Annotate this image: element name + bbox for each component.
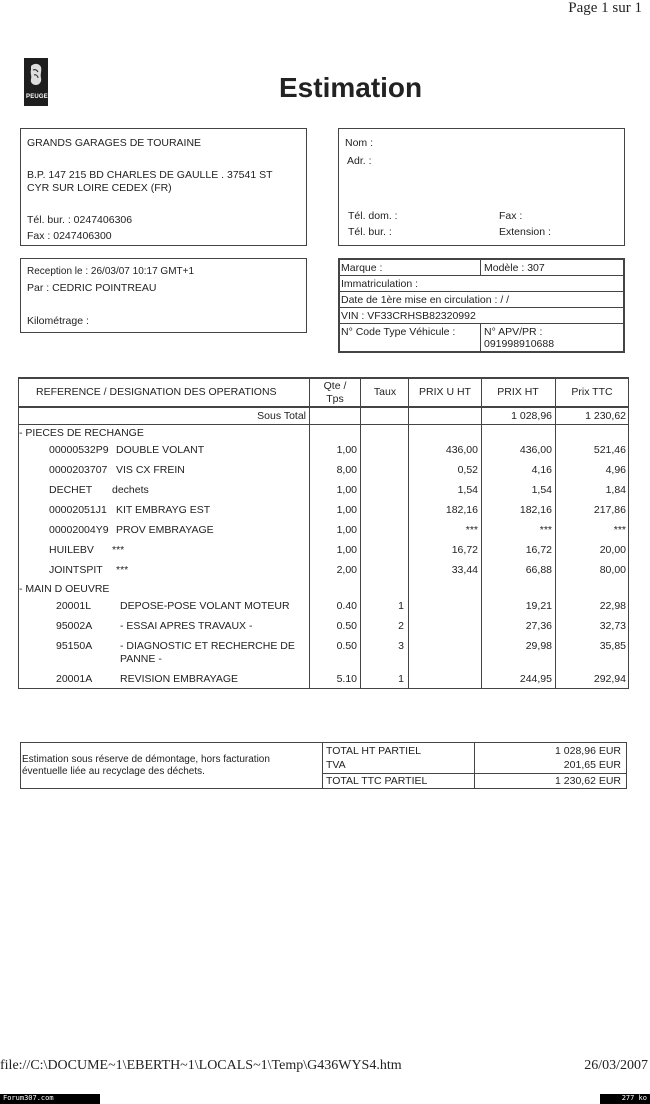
reception-date: Reception le : 26/03/07 10:17 GMT+1 bbox=[27, 266, 195, 277]
labor-desc: REVISION EMBRAYAGE bbox=[120, 673, 239, 685]
labor-ttc: 35,85 bbox=[599, 640, 626, 652]
labor-ref: 95150A bbox=[56, 640, 93, 652]
part-pu: 33,44 bbox=[451, 564, 478, 576]
part-qte: 1,00 bbox=[336, 524, 357, 536]
col-header-ttc: Prix TTC bbox=[571, 386, 613, 398]
tva-label: TVA bbox=[326, 759, 346, 771]
labor-ttc: 292,94 bbox=[593, 673, 626, 685]
col-header-ht: PRIX HT bbox=[497, 386, 539, 398]
part-pu: 16,72 bbox=[451, 544, 478, 556]
totals-note: Estimation sous réserve de démontage, hors facturation éventuelle liée au recyclage des déchets. bbox=[22, 754, 270, 777]
part-desc: *** bbox=[116, 564, 129, 576]
part-qte: 1,00 bbox=[336, 544, 357, 556]
labor-taux: 1 bbox=[398, 673, 404, 685]
client-fax: Fax : bbox=[499, 210, 523, 222]
vehicle-modele: Modèle : 307 bbox=[484, 262, 545, 274]
labor-ttc: 32,73 bbox=[599, 620, 626, 632]
part-qte: 8,00 bbox=[336, 464, 357, 476]
client-tel-bur: Tél. bur. : bbox=[348, 226, 392, 238]
part-pu: 0,52 bbox=[457, 464, 478, 476]
part-desc: dechets bbox=[112, 484, 149, 496]
vehicle-immat: Immatriculation : bbox=[341, 278, 419, 290]
part-ttc: *** bbox=[613, 524, 626, 536]
garage-box bbox=[20, 128, 307, 246]
part-qte: 1,00 bbox=[336, 504, 357, 516]
part-ht: 436,00 bbox=[519, 444, 552, 456]
part-ref: JOINTSPIT bbox=[49, 564, 103, 576]
part-ref: DECHET bbox=[49, 484, 93, 496]
labor-ttc: 22,98 bbox=[599, 600, 626, 612]
labor-tps: 0.50 bbox=[336, 620, 357, 632]
col-header-qte: Qte / bbox=[323, 380, 347, 392]
col-header-designation: REFERENCE / DESIGNATION DES OPERATIONS bbox=[36, 386, 277, 398]
part-pu: 436,00 bbox=[445, 444, 478, 456]
part-ht: 16,72 bbox=[525, 544, 552, 556]
labor-desc: - DIAGNOSTIC ET RECHERCHE DE PANNE - bbox=[120, 640, 295, 665]
vehicle-code-type: N° Code Type Véhicule : bbox=[341, 326, 456, 338]
garage-fax: Fax : 0247406300 bbox=[27, 230, 112, 242]
labor-ref: 20001L bbox=[56, 600, 92, 612]
print-date: 26/03/2007 bbox=[584, 1058, 648, 1073]
vehicle-vin: VIN : VF33CRHSB82320992 bbox=[341, 310, 476, 322]
client-tel-dom: Tél. dom. : bbox=[348, 210, 398, 222]
part-pu: 182,16 bbox=[445, 504, 478, 516]
section-labor: - MAIN D OEUVRE bbox=[19, 583, 110, 595]
labor-tps: 0.40 bbox=[336, 600, 357, 612]
subtotal-ttc: 1 230,62 bbox=[585, 410, 626, 422]
part-ttc: 80,00 bbox=[599, 564, 626, 576]
vehicle-date-circ: Date de 1ère mise en circulation : / / bbox=[341, 294, 510, 306]
total-ht-value: 1 028,96 EUR bbox=[555, 745, 621, 757]
labor-taux: 2 bbox=[398, 620, 404, 632]
part-ttc: 217,86 bbox=[593, 504, 626, 516]
watermark-size: 277 ko bbox=[621, 1094, 647, 1102]
labor-ht: 27,36 bbox=[525, 620, 552, 632]
total-ttc-label: TOTAL TTC PARTIEL bbox=[326, 775, 428, 787]
part-ht: 182,16 bbox=[519, 504, 552, 516]
part-ref: 00002004Y9 bbox=[49, 524, 109, 536]
garage-address: B.P. 147 215 BD CHARLES DE GAULLE . 37541 ST CYR SUR LOIRE CEDEX (FR) bbox=[27, 169, 273, 194]
client-adr: Adr. : bbox=[347, 155, 372, 167]
labor-desc: - ESSAI APRES TRAVAUX - bbox=[120, 620, 253, 632]
part-ttc: 521,46 bbox=[593, 444, 626, 456]
labor-taux: 3 bbox=[398, 640, 404, 652]
part-pu: *** bbox=[465, 524, 478, 536]
reception-box bbox=[20, 258, 307, 333]
labor-ref: 20001A bbox=[56, 673, 93, 685]
reception-par: Par : CEDRIC POINTREAU bbox=[27, 282, 157, 294]
part-ht: 66,88 bbox=[525, 564, 552, 576]
garage-tel: Tél. bur. : 0247406306 bbox=[27, 214, 133, 226]
subtotal-label: Sous Total bbox=[257, 410, 306, 422]
part-ht: *** bbox=[539, 524, 552, 536]
part-ttc: 1,84 bbox=[605, 484, 626, 496]
labor-taux: 1 bbox=[398, 600, 404, 612]
col-header-pu: PRIX U HT bbox=[419, 386, 471, 398]
subtotal-ht: 1 028,96 bbox=[511, 410, 552, 422]
peugeot-logo bbox=[24, 58, 57, 106]
client-box bbox=[338, 128, 625, 246]
part-ht: 4,16 bbox=[531, 464, 552, 476]
part-ref: 00000532P9 bbox=[49, 444, 109, 456]
part-ref: HUILEBV bbox=[49, 544, 94, 556]
col-header-taux: Taux bbox=[373, 386, 397, 398]
section-parts: - PIECES DE RECHANGE bbox=[19, 427, 144, 439]
page-number: Page 1 sur 1 bbox=[568, 0, 642, 16]
part-ttc: 20,00 bbox=[599, 544, 626, 556]
part-desc: VIS CX FREIN bbox=[116, 464, 185, 476]
labor-tps: 5.10 bbox=[336, 673, 357, 685]
col-header-tps: Tps bbox=[326, 393, 344, 405]
part-desc: KIT EMBRAYG EST bbox=[116, 504, 211, 516]
brand-name: PEUGEOT bbox=[26, 94, 57, 100]
labor-ht: 244,95 bbox=[519, 673, 552, 685]
part-desc: DOUBLE VOLANT bbox=[116, 444, 205, 456]
watermark-bar-left bbox=[0, 1094, 100, 1104]
garage-name: GRANDS GARAGES DE TOURAINE bbox=[27, 137, 202, 149]
part-ref: 0000203707 bbox=[49, 464, 108, 476]
part-qte: 2,00 bbox=[336, 564, 357, 576]
part-desc: PROV EMBRAYAGE bbox=[116, 524, 214, 536]
client-extension: Extension : bbox=[499, 226, 551, 238]
part-qte: 1,00 bbox=[336, 484, 357, 496]
labor-tps: 0.50 bbox=[336, 640, 357, 652]
file-path: file://C:\DOCUME~1\EBERTH~1\LOCALS~1\Temp\G436WYS4.htm bbox=[0, 1058, 402, 1073]
part-qte: 1,00 bbox=[336, 444, 357, 456]
part-ttc: 4,96 bbox=[605, 464, 626, 476]
part-pu: 1,54 bbox=[457, 484, 478, 496]
labor-ht: 19,21 bbox=[525, 600, 552, 612]
part-desc: *** bbox=[112, 544, 125, 556]
total-ttc-value: 1 230,62 EUR bbox=[555, 775, 621, 787]
part-ref: 00002051J1 bbox=[49, 504, 107, 516]
total-ht-label: TOTAL HT PARTIEL bbox=[326, 745, 421, 757]
vehicle-apv-label: N° APV/PR : bbox=[484, 326, 543, 338]
labor-ref: 95002A bbox=[56, 620, 93, 632]
tva-value: 201,65 EUR bbox=[563, 759, 621, 771]
labor-ht: 29,98 bbox=[525, 640, 552, 652]
part-ht: 1,54 bbox=[531, 484, 552, 496]
vehicle-apv-value: 091998910688 bbox=[484, 338, 555, 350]
vehicle-marque: Marque : bbox=[341, 262, 383, 274]
labor-desc: DEPOSE-POSE VOLANT MOTEUR bbox=[120, 600, 290, 612]
client-nom: Nom : bbox=[345, 137, 374, 149]
watermark-site: Forum307.com bbox=[3, 1094, 54, 1102]
kilometrage: Kilométrage : bbox=[27, 315, 89, 327]
watermark-bar-right bbox=[600, 1094, 650, 1104]
page-title: Estimation bbox=[279, 72, 423, 103]
